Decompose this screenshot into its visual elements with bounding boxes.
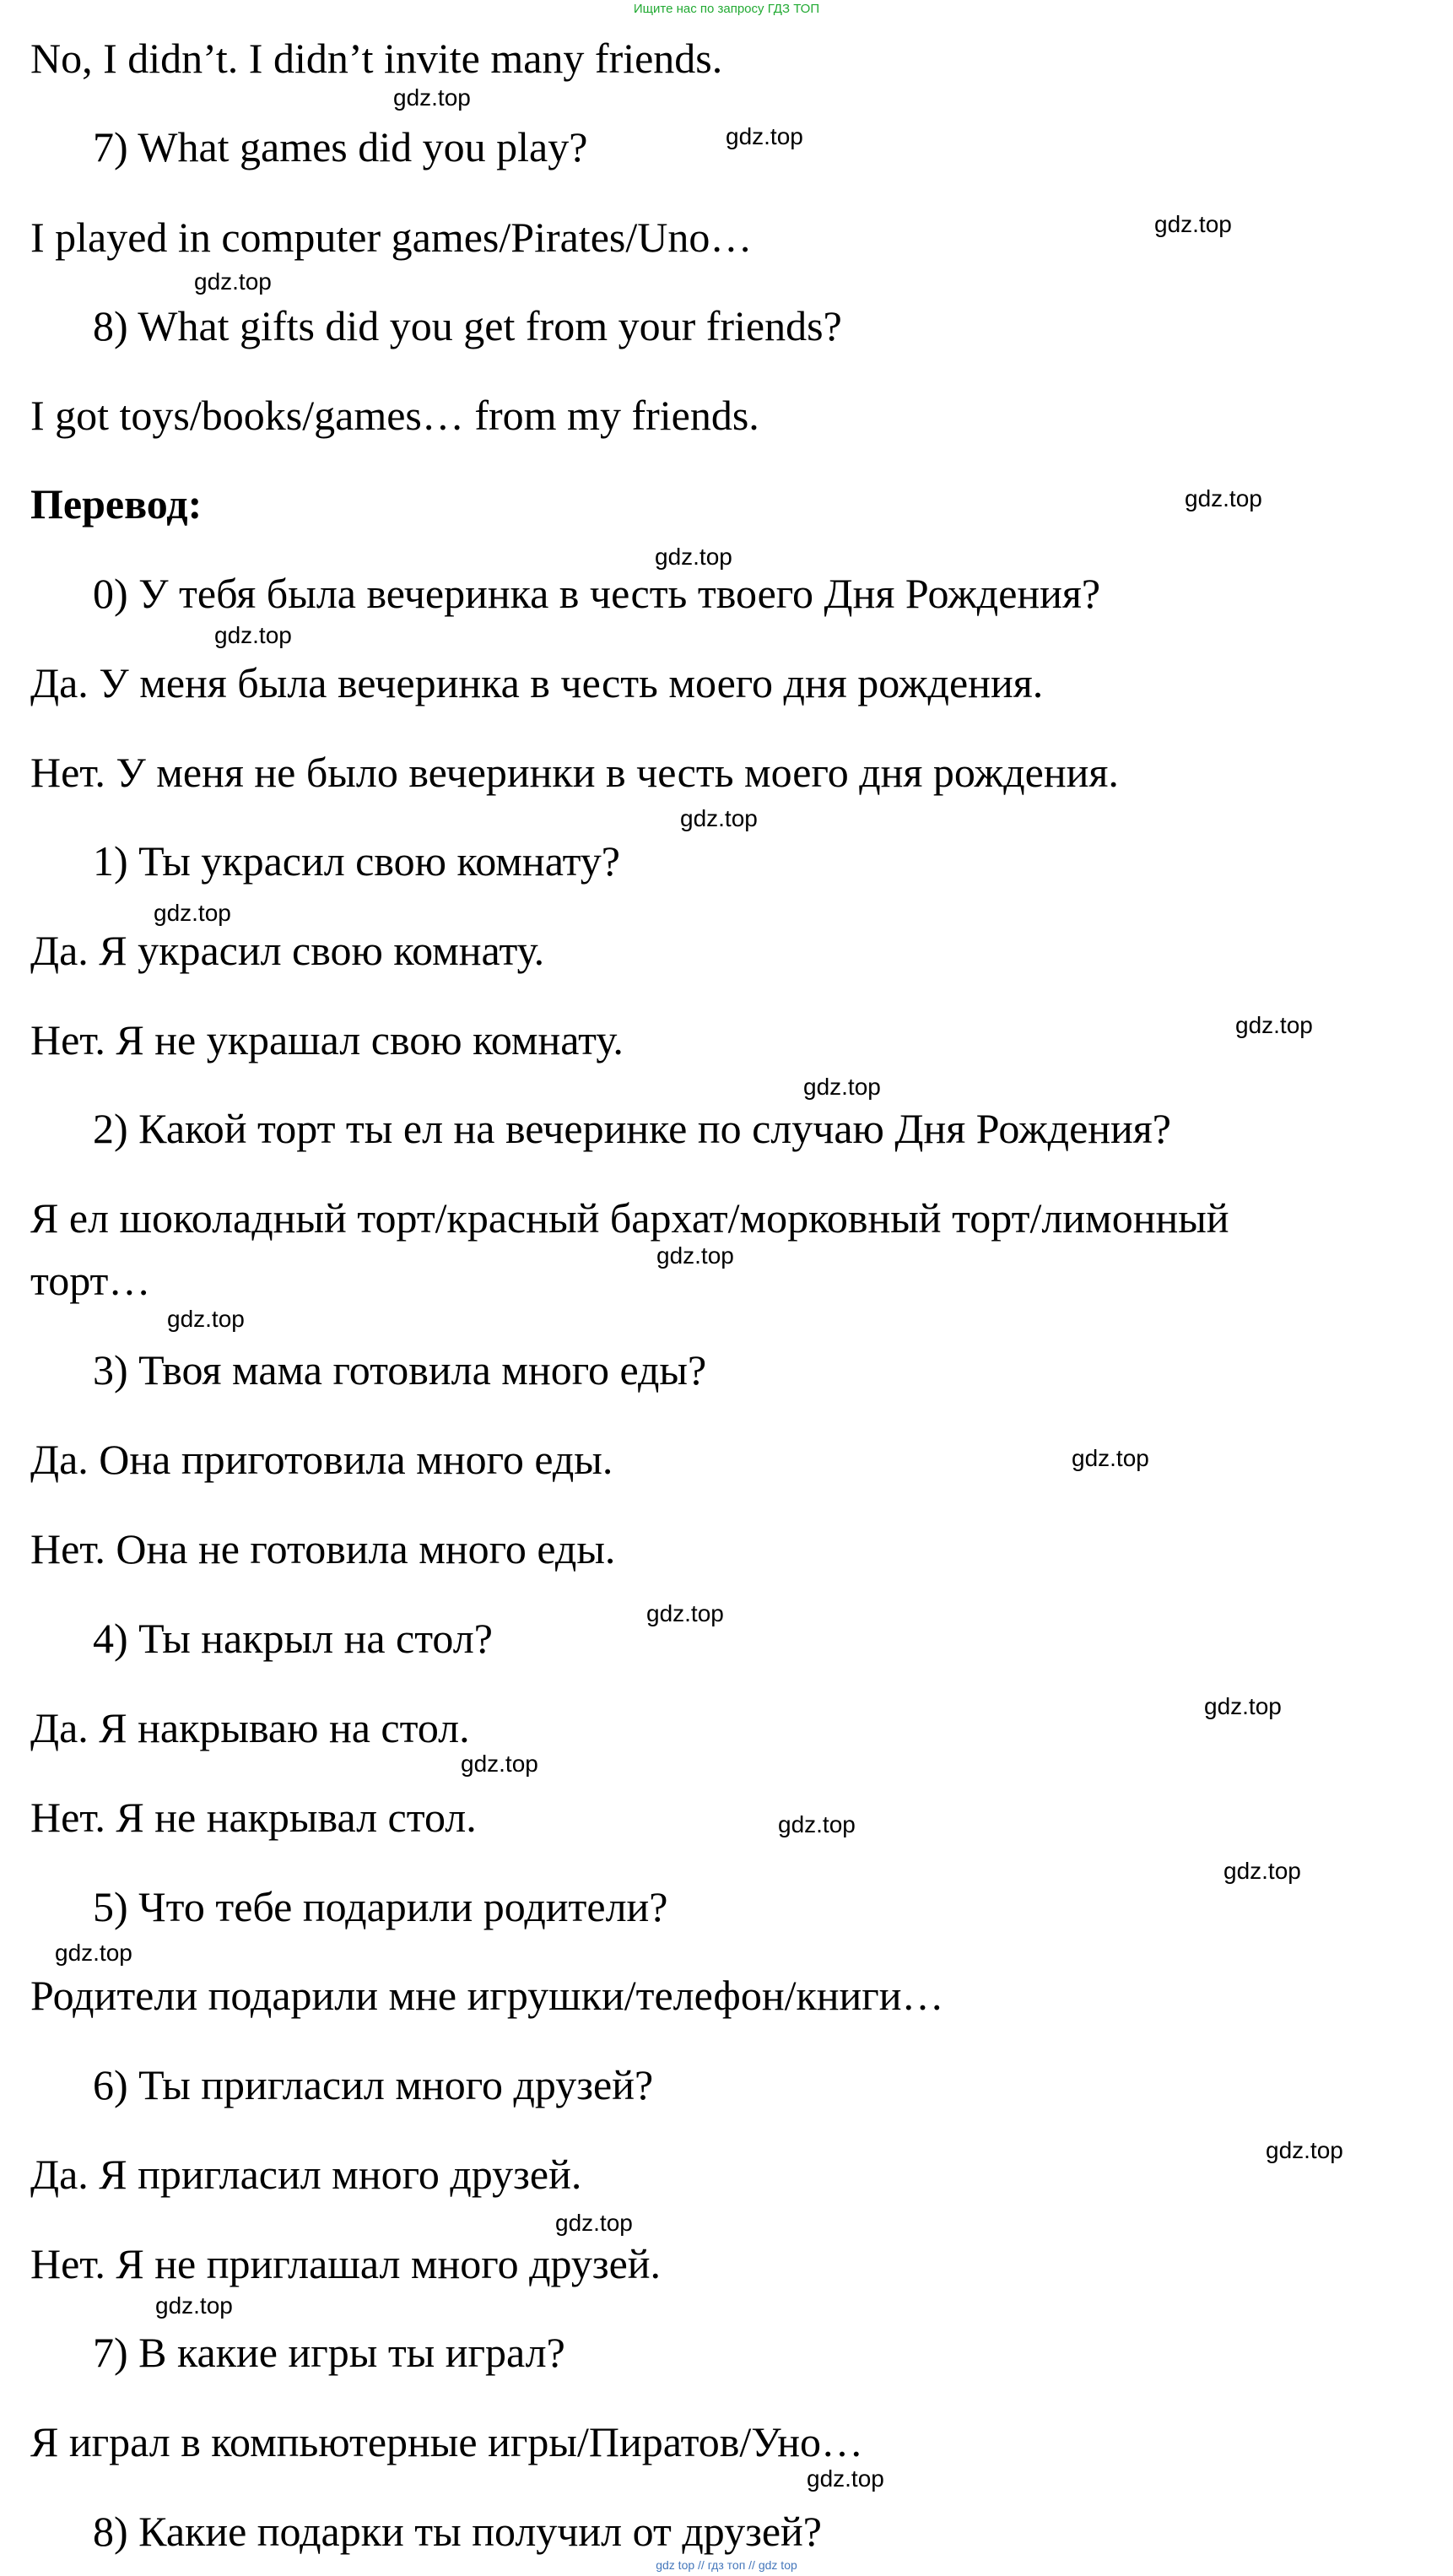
watermark: gdz.top (680, 805, 758, 831)
watermark: gdz.top (656, 1242, 734, 1269)
question-line: 2) Какой торт ты ел на вечеринке по случаю Дня Рождения? (93, 1105, 1171, 1152)
watermark: gdz.top (55, 1940, 132, 1966)
answer-line: I played in computer games/Pirates/Uno… (30, 214, 753, 261)
watermark: gdz.top (803, 1074, 881, 1100)
watermark: gdz.top (655, 544, 732, 570)
answer-line: Родители подарили мне игрушки/телефон/книги… (30, 1972, 944, 2019)
watermark: gdz.top (214, 622, 292, 648)
watermark: gdz.top (1204, 1693, 1282, 1719)
answer-line: Нет. У меня не было вечеринки в честь моего дня рождения. (30, 749, 1119, 796)
watermark: gdz.top (726, 123, 803, 149)
question-line: 4) Ты накрыл на стол? (93, 1615, 493, 1662)
watermark: gdz.top (778, 1811, 856, 1837)
answer-line: Я ел шоколадный торт/красный бархат/морковный торт/лимонный (30, 1194, 1229, 1242)
translation-heading: Перевод: (30, 480, 203, 528)
question-line: 8) Какие подарки ты получил от друзей? (93, 2508, 822, 2555)
question-line: 8) What gifts did you get from your friends? (93, 302, 842, 349)
answer-line: No, I didn’t. I didn’t invite many friends. (30, 35, 723, 82)
question-line: 0) У тебя была вечеринка в честь твоего Дня Рождения? (93, 570, 1101, 617)
answer-line: Я играл в компьютерные игры/Пиратов/Уно… (30, 2418, 864, 2465)
bottom-banner: gdz top // гдз топ // gdz top (656, 2558, 797, 2572)
watermark: gdz.top (1072, 1445, 1149, 1471)
watermark: gdz.top (555, 2210, 633, 2236)
answer-line: торт… (30, 1257, 151, 1304)
watermark: gdz.top (1154, 211, 1232, 237)
answer-line: I got toys/books/games… from my friends. (30, 392, 759, 439)
answer-line: Нет. Я не украшал свою комнату. (30, 1016, 624, 1063)
watermark: gdz.top (807, 2465, 884, 2492)
question-line: 7) What games did you play? (93, 123, 588, 170)
watermark: gdz.top (1223, 1858, 1301, 1884)
answer-line: Да. Она приготовила много еды. (30, 1436, 613, 1483)
answer-line: Да. Я украсил свою комнату. (30, 927, 545, 974)
watermark: gdz.top (1266, 2137, 1343, 2163)
answer-line: Нет. Она не готовила много еды. (30, 1525, 616, 1572)
watermark: gdz.top (646, 1600, 724, 1626)
question-line: 5) Что тебе подарили родители? (93, 1883, 668, 1930)
watermark: gdz.top (461, 1751, 538, 1777)
top-banner: Ищите нас по запросу ГДЗ ТОП (633, 2, 820, 16)
answer-line: Нет. Я не накрывал стол. (30, 1794, 477, 1841)
watermark: gdz.top (1235, 1012, 1313, 1038)
answer-line: Да. У меня была вечеринка в честь моего дня рождения. (30, 659, 1044, 706)
question-line: 3) Твоя мама готовила много еды? (93, 1346, 707, 1394)
question-line: 1) Ты украсил свою комнату? (93, 837, 620, 885)
watermark: gdz.top (155, 2292, 233, 2319)
answer-line: Нет. Я не приглашал много друзей. (30, 2240, 662, 2287)
question-line: 7) В какие игры ты играл? (93, 2329, 565, 2376)
watermark: gdz.top (393, 84, 471, 111)
question-line: 6) Ты пригласил много друзей? (93, 2061, 654, 2108)
watermark: gdz.top (1185, 485, 1262, 511)
watermark: gdz.top (167, 1306, 245, 1332)
watermark: gdz.top (194, 268, 272, 295)
watermark: gdz.top (154, 900, 231, 926)
answer-line: Да. Я пригласил много друзей. (30, 2151, 582, 2198)
answer-line: Да. Я накрываю на стол. (30, 1704, 470, 1751)
